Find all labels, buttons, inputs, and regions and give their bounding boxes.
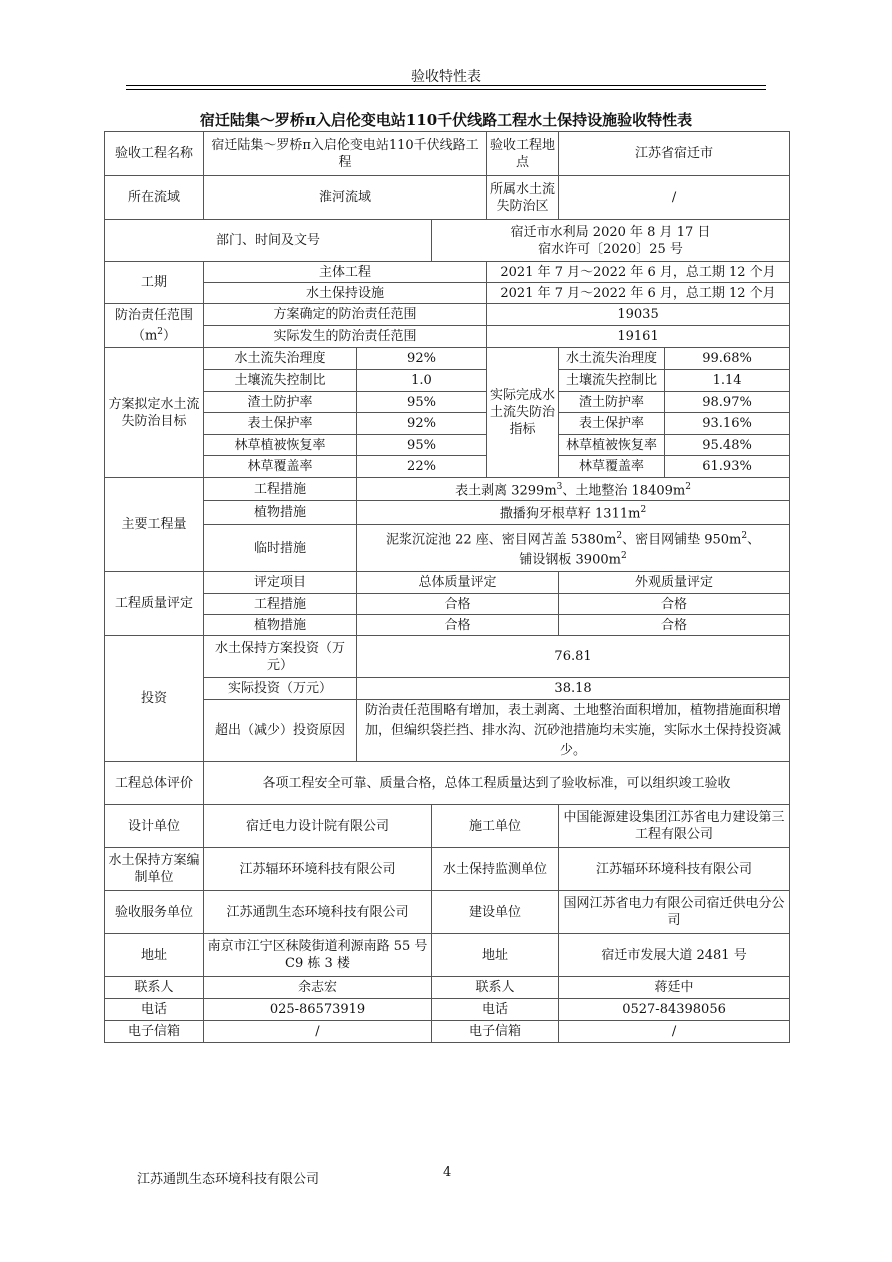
plan-unit-label: 水土保持方案编制单位	[105, 848, 204, 891]
design-unit-value: 宿迁电力设计院有限公司	[204, 805, 432, 848]
approval-label: 部门、时间及文号	[105, 220, 432, 262]
page-number: 4	[443, 1165, 452, 1180]
design-unit-label: 设计单位	[105, 805, 204, 848]
actual-target-value: 93.16%	[665, 413, 790, 435]
page-header-title: 验收特性表	[411, 69, 481, 85]
phone-label-right: 电话	[432, 999, 559, 1021]
email-left-value: /	[204, 1021, 432, 1043]
works-plant-value: 撒播狗牙根草籽 $1311m^2$	[357, 501, 790, 525]
target-name: 渣土防护率	[204, 392, 357, 413]
contact-left-value: 余志宏	[204, 977, 432, 999]
actual-target-value: 61.93%	[665, 456, 790, 478]
evaluation-label: 工程总体评价	[105, 762, 204, 805]
approval-line-1: 宿迁市水利局 2020 年 8 月 17 日	[510, 224, 711, 240]
service-unit-value: 江苏通凯生态环境科技有限公司	[204, 891, 432, 934]
target-name: 表土保护率	[204, 413, 357, 435]
target-plan-value: 1.0	[357, 370, 487, 392]
scope-row-label: 方案确定的防治责任范围	[204, 304, 487, 326]
header-rule	[126, 85, 766, 86]
works-engineering-value: 表土剥离 $3299m^3$、土地整治 $18409m^2$	[357, 478, 790, 501]
schedule-row-label: 主体工程	[204, 262, 487, 283]
target-name: 土壤流失控制比	[204, 370, 357, 392]
monitor-unit-label: 水土保持监测单位	[432, 848, 559, 891]
actual-target-name: 表土保护率	[559, 413, 665, 435]
service-unit-label: 验收服务单位	[105, 891, 204, 934]
phone-left-value: 025-86573919	[204, 999, 432, 1021]
phone-label: 电话	[105, 999, 204, 1021]
target-plan-value: 92%	[357, 348, 487, 370]
quality-header-item: 评定项目	[204, 572, 357, 594]
scope-label: 防治责任范围$(m^2)$	[105, 304, 204, 348]
actual-target-value: 1.14	[665, 370, 790, 392]
quality-row-overall: 合格	[357, 594, 559, 615]
actual-target-value: 98.97%	[665, 392, 790, 413]
project-location-value: 江苏省宿迁市	[559, 132, 790, 176]
target-plan-value: 95%	[357, 392, 487, 413]
works-temp-label: 临时措施	[204, 525, 357, 572]
address-right-value: 宿迁市发展大道 2481 号	[559, 934, 790, 977]
target-plan-value: 95%	[357, 435, 487, 456]
email-label-right: 电子信箱	[432, 1021, 559, 1043]
investment-label: 投资	[105, 636, 204, 762]
construction-unit-label: 施工单位	[432, 805, 559, 848]
quality-header-appearance: 外观质量评定	[559, 572, 790, 594]
quality-row-appearance: 合格	[559, 594, 790, 615]
address-label-right: 地址	[432, 934, 559, 977]
address-left-value: 南京市江宁区秣陵街道利源南路 55 号 C9 栋 3 楼	[204, 934, 432, 977]
builder-unit-label: 建设单位	[432, 891, 559, 934]
works-engineering-label: 工程措施	[204, 478, 357, 501]
email-label: 电子信箱	[105, 1021, 204, 1043]
investment-plan-value: 76.81	[357, 636, 790, 678]
document-title: 宿迁陆集～罗桥π入启伦变电站110千伏线路工程水土保持设施验收特性表	[199, 111, 693, 129]
schedule-row-value: 2021 年 7 月～2022 年 6 月，总工期 12 个月	[487, 262, 790, 283]
quality-row-label: 工程措施	[204, 594, 357, 615]
investment-reason-label: 超出（减少）投资原因	[204, 700, 357, 762]
approval-value	[432, 220, 790, 262]
works-label: 主要工程量	[105, 478, 204, 572]
schedule-row-value: 2021 年 7 月～2022 年 6 月，总工期 12 个月	[487, 283, 790, 304]
monitor-unit-value: 江苏辐环环境科技有限公司	[559, 848, 790, 891]
address-label: 地址	[105, 934, 204, 977]
project-name-value: 宿迁陆集～罗桥π入启伦变电站110千伏线路工程	[204, 132, 487, 176]
actual-targets-label: 实际完成水土流失防治指标	[487, 348, 559, 478]
quality-row-overall: 合格	[357, 615, 559, 636]
quality-label: 工程质量评定	[105, 572, 204, 636]
zone-label: 所属水土流失防治区	[487, 176, 559, 220]
target-name: 林草植被恢复率	[204, 435, 357, 456]
contact-label-right: 联系人	[432, 977, 559, 999]
header-rule-thin	[126, 89, 766, 90]
target-plan-value: 22%	[357, 456, 487, 478]
actual-target-name: 土壤流失控制比	[559, 370, 665, 392]
investment-reason-value: 防治责任范围略有增加，表土剥离、土地整治面积增加，植物措施面积增加，但编织袋拦挡、排水沟、沉砂池措施均未实施，实际水土保持投资减少。	[357, 700, 790, 762]
investment-actual-value: 38.18	[357, 678, 790, 700]
investment-plan-label: 水土保持方案投资（万元）	[204, 636, 357, 678]
builder-unit-value: 国网江苏省电力有限公司宿迁供电分公司	[559, 891, 790, 934]
plan-unit-value: 江苏辐环环境科技有限公司	[204, 848, 432, 891]
basin-value: 淮河流域	[204, 176, 487, 220]
target-name: 林草覆盖率	[204, 456, 357, 478]
quality-row-label: 植物措施	[204, 615, 357, 636]
acceptance-table	[104, 131, 790, 1043]
project-name-label: 验收工程名称	[105, 132, 204, 176]
target-name: 水土流失治理度	[204, 348, 357, 370]
works-temp-value: 泥浆沉淀池 22 座、密目网苫盖 $5380m^2$、密目网铺垫 $950m^2$、 铺设钢板 $3900m^2$	[357, 525, 790, 572]
target-plan-value: 92%	[357, 413, 487, 435]
email-right-value: /	[559, 1021, 790, 1043]
approval-line-2: 宿水许可〔2020〕25 号	[538, 241, 683, 257]
zone-value: /	[559, 176, 790, 220]
scope-row-label: 实际发生的防治责任范围	[204, 326, 487, 348]
actual-target-name: 林草植被恢复率	[559, 435, 665, 456]
schedule-row-label: 水土保持设施	[204, 283, 487, 304]
actual-target-name: 水土流失治理度	[559, 348, 665, 370]
scope-row-value: 19161	[487, 326, 790, 348]
contact-right-value: 蒋廷中	[559, 977, 790, 999]
actual-target-value: 95.48%	[665, 435, 790, 456]
phone-right-value: 0527-84398056	[559, 999, 790, 1021]
construction-unit-value: 中国能源建设集团江苏省电力建设第三工程有限公司	[559, 805, 790, 848]
quality-header-overall: 总体质量评定	[357, 572, 559, 594]
actual-target-value: 99.68%	[665, 348, 790, 370]
evaluation-value: 各项工程安全可靠、质量合格，总体工程质量达到了验收标准，可以组织竣工验收	[204, 762, 790, 805]
actual-target-name: 林草覆盖率	[559, 456, 665, 478]
schedule-label: 工期	[105, 262, 204, 304]
plan-targets-label: 方案拟定水土流失防治目标	[105, 348, 204, 478]
quality-row-appearance: 合格	[559, 615, 790, 636]
works-plant-label: 植物措施	[204, 501, 357, 525]
investment-actual-label: 实际投资（万元）	[204, 678, 357, 700]
contact-label: 联系人	[105, 977, 204, 999]
actual-target-name: 渣土防护率	[559, 392, 665, 413]
project-location-label: 验收工程地点	[487, 132, 559, 176]
basin-label: 所在流域	[105, 176, 204, 220]
footer-company: 江苏通凯生态环境科技有限公司	[137, 1172, 320, 1187]
scope-row-value: 19035	[487, 304, 790, 326]
